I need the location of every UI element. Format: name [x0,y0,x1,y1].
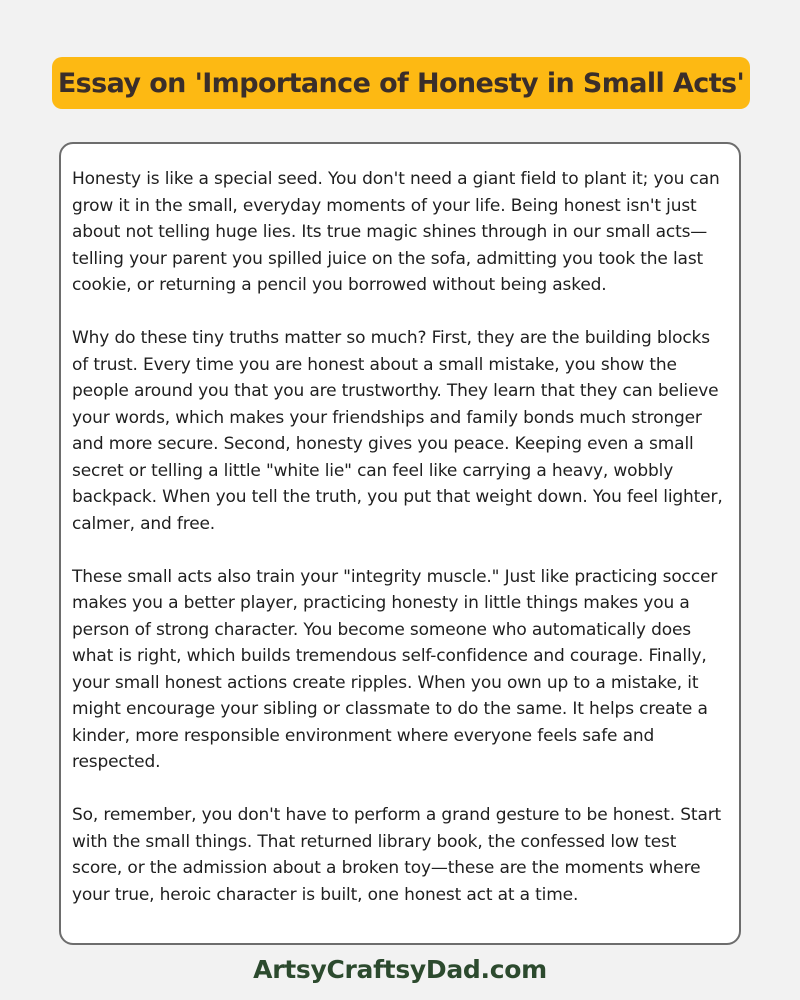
title-banner [52,57,750,109]
essay-card [59,142,741,945]
page-title: Essay on 'Importance of Honesty in Small Acts' [57,67,745,99]
essay-paragraph-1: Honesty is like a special seed. You don't need a giant field to plant it; you can grow it in the small, everyday moments of your life. Being honest isn't just about not telling huge lies. Its true magic shines through in our small acts—telling your parent you spilled juice on the sofa, admitting you took the last cookie, or returning a pencil you borrowed without being asked. [72,169,720,295]
essay-paragraph-4: So, remember, you don't have to perform a grand gesture to be honest. Start with the small things. That returned library book, the confessed low test score, or the admission about a broken toy—these are the moments where your true, heroic character is built, one honest act at a time. [72,805,722,905]
essay-paragraph-3: These small acts also train your "integrity muscle." Just like practicing soccer makes you a better player, practicing honesty in little things makes you a person of strong character. You become someone who automatically does what is right, which builds tremendous self-confidence and courage. Finally, your small honest actions create ripples. When you own up to a mistake, it might encourage your sibling or classmate to do the same. It helps create a kinder, more responsible environment where everyone feels safe and respected. [72,566,718,772]
site-watermark: ArtsyCraftsyDad.com [253,955,547,984]
essay-paragraph-2: Why do these tiny truths matter so much? First, they are the building blocks of trust. Every time you are honest about a small mistake, you show the people around you that you are trustworthy. They learn that they can believe your words, which makes your friendships and family bonds much stronger and more secure. Second, honesty gives you peace. Keeping even a small secret or telling a little "white lie" can feel like carrying a heavy, wobbly backpack. When you tell the truth, you put that weight down. You feel lighter, calmer, and free. [72,328,723,534]
